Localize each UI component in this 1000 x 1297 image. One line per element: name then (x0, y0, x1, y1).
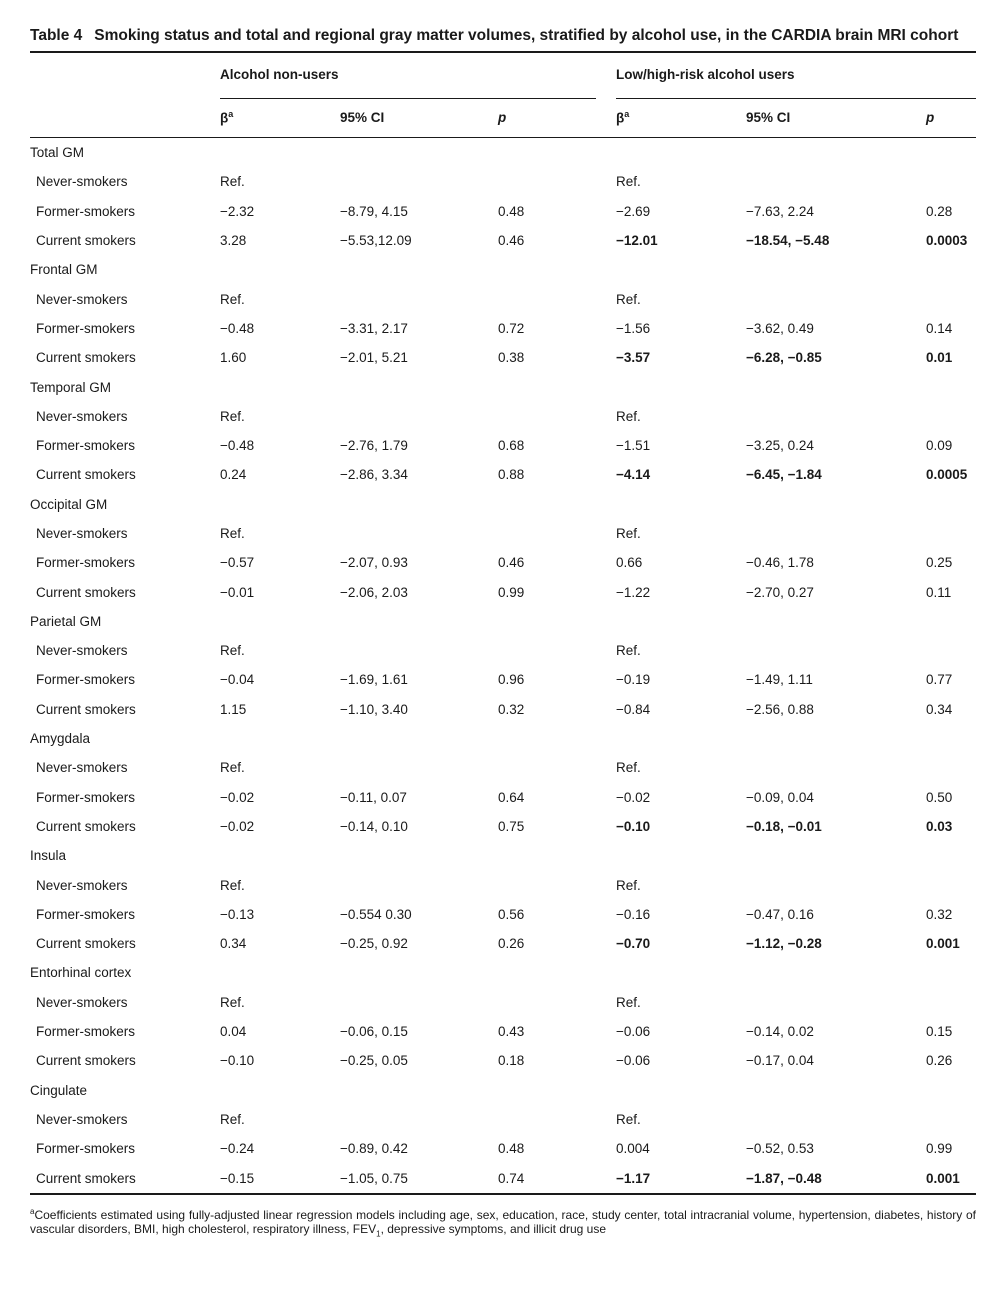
cell-beta-nonusers: Ref. (220, 760, 245, 776)
cell-beta-users: 0.004 (616, 1141, 650, 1157)
cell-ci-users (746, 1105, 926, 1134)
column-header-row (30, 97, 976, 138)
cell-beta-nonusers: Ref. (220, 1111, 245, 1127)
cell-ci-nonusers: −0.06, 0.15 (340, 1024, 408, 1040)
table-row (30, 460, 976, 489)
cell-p-nonusers: 0.46 (498, 233, 525, 249)
cell-ci-users: −1.49, 1.11 (746, 672, 813, 688)
cell-beta-users: Ref. (616, 1111, 641, 1127)
cell-p-nonusers: 0.75 (498, 818, 525, 834)
row-label: Current smokers (30, 1163, 220, 1193)
cell-ci-nonusers: −2.06, 2.03 (340, 584, 408, 600)
table-title (30, 26, 976, 51)
cell-ci-nonusers (340, 284, 498, 313)
cell-beta-users: −0.19 (616, 672, 651, 688)
cell-p-nonusers: 0.18 (498, 1053, 525, 1069)
row-label: Current smokers (36, 584, 136, 600)
cell-ci-nonusers (340, 870, 498, 899)
row-label: Current smokers (36, 1053, 136, 1069)
table-row (30, 1163, 976, 1193)
row-label: Never-smokers (36, 291, 128, 307)
cell-p-users: 0.26 (926, 1053, 953, 1069)
cell-p-nonusers: 0.72 (498, 320, 525, 336)
cell-ci-nonusers: −2.07, 0.93 (340, 555, 408, 571)
section-name: Occipital GM (30, 496, 108, 512)
cell-p-nonusers: 0.64 (498, 789, 525, 805)
cell-beta-users: Ref. (616, 643, 641, 659)
cell-beta-users: −1.51 (616, 438, 651, 454)
section-row (30, 490, 976, 519)
cell-p-nonusers: 0.74 (498, 1163, 616, 1193)
cell-beta-nonusers: −0.04 (220, 672, 255, 688)
cell-ci-users: −0.47, 0.16 (746, 906, 814, 922)
table-row (30, 577, 976, 606)
cell-ci-users: −1.12, −0.28 (746, 936, 822, 952)
cell-ci-nonusers: −5.53,12.09 (340, 233, 412, 249)
cell-p-nonusers (498, 870, 616, 899)
cell-p-users (926, 284, 976, 313)
cell-beta-nonusers: −2.32 (220, 203, 255, 219)
cell-beta-users: Ref. (616, 526, 641, 541)
cell-ci-users: −2.70, 0.27 (746, 584, 814, 600)
cell-beta-nonusers: Ref. (220, 408, 245, 424)
cell-p-users: 0.03 (926, 818, 953, 834)
cell-beta-nonusers: 0.24 (220, 467, 247, 483)
cell-ci-users (746, 284, 926, 313)
row-label: Never-smokers (36, 643, 128, 659)
row-label: Never-smokers (36, 408, 128, 424)
cell-beta-nonusers: −0.02 (220, 789, 255, 805)
cell-ci-nonusers: −8.79, 4.15 (340, 203, 408, 219)
section-row (30, 607, 976, 636)
table-row (30, 431, 976, 460)
table-footnote: $^a$Coefficients estimated using fully-adjusted linear regression models including age, sex, education, race, study center, total intracranial volume, hypertension, diabetes, history of vascular disorders, BMI, high cholesterol, respiratory illness, $FEV_1$, depressive symptoms, and illicit drug use (30, 1206, 976, 1239)
col-beta-users: $\beta^a$ (616, 97, 746, 138)
group-header-nonusers: Alcohol non-users (220, 52, 616, 97)
cell-beta-users: Ref. (616, 174, 641, 190)
section-row (30, 958, 976, 987)
cell-ci-nonusers (340, 519, 498, 548)
section-row (30, 724, 976, 753)
row-label: Current smokers (36, 350, 136, 366)
cell-p-users: 0.01 (926, 350, 953, 366)
cell-ci-users: −3.62, 0.49 (746, 320, 814, 336)
cell-p-nonusers: 0.26 (498, 936, 525, 952)
cell-ci-users: −0.14, 0.02 (746, 1024, 814, 1040)
cell-p-users (926, 988, 976, 1017)
row-label: Current smokers (36, 467, 136, 483)
cell-p-nonusers: 0.43 (498, 1024, 525, 1040)
cell-beta-nonusers: −0.13 (220, 906, 255, 922)
cell-ci-users (746, 636, 926, 665)
cell-p-nonusers (498, 636, 616, 665)
cell-ci-users: −7.63, 2.24 (746, 203, 814, 219)
cell-beta-users: −12.01 (616, 233, 658, 249)
section-row (30, 841, 976, 870)
cell-p-nonusers: 0.56 (498, 906, 525, 922)
results-table (30, 51, 976, 1195)
cell-ci-users: −6.45, −1.84 (746, 467, 822, 483)
cell-beta-users: −0.06 (616, 1053, 651, 1069)
cell-p-users: 0.28 (926, 203, 953, 219)
table-row (30, 1046, 976, 1075)
cell-p-nonusers (498, 753, 616, 782)
cell-ci-nonusers: −3.31, 2.17 (340, 320, 408, 336)
cell-beta-nonusers: Ref. (220, 526, 245, 541)
cell-ci-users (746, 870, 926, 899)
cell-ci-nonusers: −0.25, 0.92 (340, 936, 408, 952)
cell-ci-users (746, 167, 926, 196)
cell-p-users: 0.001 (926, 1163, 976, 1193)
cell-p-users (926, 753, 976, 782)
table-row (30, 314, 976, 343)
cell-beta-users: −0.06 (616, 1024, 651, 1040)
group-header-row (30, 52, 976, 97)
cell-ci-users (746, 988, 926, 1017)
cell-beta-users: −4.14 (616, 467, 651, 483)
cell-ci-nonusers: −0.89, 0.42 (340, 1141, 408, 1157)
cell-p-nonusers (498, 167, 616, 196)
row-label: Former-smokers (36, 320, 136, 336)
section-name: Parietal GM (30, 613, 102, 629)
cell-ci-users: −0.09, 0.04 (746, 789, 814, 805)
table-row (30, 519, 976, 548)
cell-beta-users: −0.10 (616, 818, 651, 834)
cell-beta-nonusers: Ref. (220, 174, 245, 190)
col-ci-nonusers: 95% CI (340, 97, 498, 138)
cell-ci-users: −3.25, 0.24 (746, 438, 814, 454)
table-row (30, 167, 976, 196)
cell-beta-nonusers: −0.15 (220, 1163, 340, 1193)
cell-ci-users (746, 753, 926, 782)
cell-beta-nonusers: 0.04 (220, 1024, 247, 1040)
row-label: Former-smokers (36, 1024, 136, 1040)
cell-ci-nonusers: −2.86, 3.34 (340, 467, 408, 483)
row-label: Never-smokers (36, 174, 128, 190)
cell-beta-nonusers: 1.15 (220, 701, 247, 717)
row-label: Current smokers (36, 233, 136, 249)
cell-beta-users: Ref. (616, 291, 641, 307)
table-row (30, 402, 976, 431)
cell-beta-users: −0.16 (616, 906, 651, 922)
row-label: Never-smokers (36, 760, 128, 776)
col-beta-nonusers: $\beta^a$ (220, 97, 340, 138)
cell-p-users (926, 870, 976, 899)
table-row (30, 870, 976, 899)
cell-beta-nonusers: −0.24 (220, 1141, 255, 1157)
cell-beta-nonusers: 1.60 (220, 350, 247, 366)
cell-ci-users (746, 402, 926, 431)
cell-p-users: 0.77 (926, 672, 953, 688)
cell-ci-users: −0.18, −0.01 (746, 818, 822, 834)
cell-ci-nonusers: −1.05, 0.75 (340, 1163, 498, 1193)
cell-p-nonusers: 0.48 (498, 1141, 525, 1157)
cell-beta-users: −2.69 (616, 203, 651, 219)
section-name: Entorhinal cortex (30, 965, 132, 981)
cell-beta-nonusers: −0.48 (220, 438, 255, 454)
table-row (30, 1017, 976, 1046)
table-row (30, 1134, 976, 1163)
cell-beta-nonusers: −0.57 (220, 555, 255, 571)
section-name: Frontal GM (30, 262, 98, 278)
table-row (30, 900, 976, 929)
cell-ci-nonusers (340, 753, 498, 782)
cell-p-users (926, 519, 976, 548)
cell-p-users: 0.09 (926, 438, 953, 454)
row-label: Former-smokers (36, 555, 136, 571)
table-row (30, 343, 976, 372)
cell-p-users: 0.0005 (926, 467, 968, 483)
cell-ci-users: −0.52, 0.53 (746, 1141, 814, 1157)
cell-ci-nonusers (340, 636, 498, 665)
table-page (30, 26, 976, 1241)
cell-p-users: 0.25 (926, 555, 953, 571)
cell-ci-nonusers: −0.11, 0.07 (340, 789, 407, 805)
cell-beta-users: −0.84 (616, 701, 651, 717)
cell-p-nonusers: 0.68 (498, 438, 525, 454)
section-name: Insula (30, 848, 67, 864)
cell-p-users: 0.14 (926, 320, 953, 336)
cell-p-users: 0.11 (926, 584, 952, 600)
cell-ci-nonusers (340, 167, 498, 196)
cell-ci-nonusers (340, 988, 498, 1017)
cell-ci-nonusers: −2.01, 5.21 (340, 350, 408, 366)
col-p-users: p (926, 97, 976, 138)
cell-p-users: 0.32 (926, 906, 953, 922)
cell-beta-nonusers: 3.28 (220, 233, 247, 249)
cell-beta-users: Ref. (616, 408, 641, 424)
table-row (30, 929, 976, 958)
table-row (30, 636, 976, 665)
cell-p-nonusers (498, 519, 616, 548)
table-row (30, 226, 976, 255)
section-name: Total GM (30, 145, 85, 161)
cell-beta-nonusers: −0.02 (220, 818, 255, 834)
cell-p-nonusers: 0.48 (498, 203, 525, 219)
cell-beta-nonusers: Ref. (220, 643, 245, 659)
cell-ci-users (746, 519, 926, 548)
col-ci-users: 95% CI (746, 97, 926, 138)
section-row (30, 372, 976, 401)
row-label: Current smokers (36, 936, 136, 952)
section-name: Temporal GM (30, 379, 112, 395)
cell-beta-nonusers: Ref. (220, 994, 245, 1010)
cell-beta-nonusers: −0.01 (220, 584, 255, 600)
cell-p-users: 0.34 (926, 701, 953, 717)
cell-beta-nonusers: Ref. (220, 291, 245, 307)
cell-beta-users: −1.22 (616, 584, 651, 600)
cell-p-nonusers (498, 402, 616, 431)
cell-beta-users: −1.56 (616, 320, 651, 336)
row-label: Current smokers (36, 701, 136, 717)
row-label: Former-smokers (36, 1141, 136, 1157)
table-row (30, 197, 976, 226)
cell-p-nonusers: 0.38 (498, 350, 525, 366)
table-row (30, 988, 976, 1017)
row-label: Current smokers (36, 818, 136, 834)
section-row (30, 255, 976, 284)
cell-ci-nonusers: −0.554 0.30 (340, 906, 412, 922)
cell-p-nonusers (498, 988, 616, 1017)
header-blank (30, 97, 220, 138)
cell-p-nonusers: 0.46 (498, 555, 525, 571)
table-caption: Smoking status and total and regional gray matter volumes, stratified by alcohol use, in the CARDIA brain MRI cohort (94, 27, 959, 44)
row-label: Former-smokers (36, 438, 136, 454)
row-label: Never-smokers (36, 526, 128, 541)
table-number: Table 4 (30, 27, 83, 44)
cell-p-users: 0.15 (926, 1024, 953, 1040)
cell-beta-users: 0.66 (616, 555, 643, 571)
cell-beta-users: −0.70 (616, 936, 651, 952)
cell-beta-nonusers: 0.34 (220, 936, 247, 952)
cell-ci-users: −2.56, 0.88 (746, 701, 814, 717)
cell-p-users: 0.99 (926, 1141, 953, 1157)
cell-beta-nonusers: Ref. (220, 877, 245, 893)
cell-p-users (926, 636, 976, 665)
cell-ci-nonusers: −0.25, 0.05 (340, 1053, 408, 1069)
table-header (30, 52, 976, 138)
cell-p-users: 0.0003 (926, 233, 968, 249)
row-label: Former-smokers (36, 789, 136, 805)
cell-ci-users: −0.17, 0.04 (746, 1053, 814, 1069)
table-row (30, 284, 976, 313)
cell-ci-users: −0.46, 1.78 (746, 555, 814, 571)
table-row (30, 665, 976, 694)
row-label: Former-smokers (36, 906, 136, 922)
cell-p-users: 0.001 (926, 936, 960, 952)
cell-beta-nonusers: −0.10 (220, 1053, 255, 1069)
cell-p-users: 0.50 (926, 789, 953, 805)
row-label: Former-smokers (36, 672, 136, 688)
section-row (30, 138, 976, 168)
cell-ci-users: −18.54, −5.48 (746, 233, 830, 249)
cell-p-nonusers: 0.99 (498, 584, 525, 600)
cell-p-nonusers (498, 284, 616, 313)
table-row (30, 783, 976, 812)
cell-p-nonusers (498, 1105, 616, 1134)
table-row (30, 548, 976, 577)
table-row (30, 1105, 976, 1134)
cell-ci-nonusers: −0.14, 0.10 (340, 818, 408, 834)
cell-p-nonusers: 0.32 (498, 701, 525, 717)
cell-p-users (926, 402, 976, 431)
cell-ci-nonusers (340, 402, 498, 431)
cell-beta-users: Ref. (616, 877, 641, 893)
cell-p-nonusers: 0.96 (498, 672, 525, 688)
table-body (30, 138, 976, 1194)
cell-beta-users: −0.02 (616, 789, 651, 805)
cell-ci-users: −6.28, −0.85 (746, 350, 822, 366)
cell-beta-users: −3.57 (616, 350, 651, 366)
table-row (30, 695, 976, 724)
cell-p-users (926, 167, 976, 196)
cell-ci-nonusers (340, 1105, 498, 1134)
cell-beta-users: −1.17 (616, 1163, 746, 1193)
cell-ci-users: −1.87, −0.48 (746, 1163, 926, 1193)
row-label: Never-smokers (36, 994, 128, 1010)
section-name: Amygdala (30, 731, 91, 747)
cell-ci-nonusers: −1.69, 1.61 (340, 672, 408, 688)
row-label: Former-smokers (36, 203, 136, 219)
header-blank (30, 52, 220, 97)
row-label: Never-smokers (36, 877, 128, 893)
cell-beta-users: Ref. (616, 994, 641, 1010)
table-row (30, 753, 976, 782)
cell-ci-nonusers: −2.76, 1.79 (340, 438, 408, 454)
cell-beta-nonusers: −0.48 (220, 320, 255, 336)
group-header-users: Low/high-risk alcohol users (616, 52, 976, 97)
cell-p-nonusers: 0.88 (498, 467, 525, 483)
cell-ci-nonusers: −1.10, 3.40 (340, 701, 408, 717)
cell-p-users (926, 1105, 976, 1134)
table-row (30, 812, 976, 841)
section-row (30, 1076, 976, 1105)
row-label: Never-smokers (36, 1111, 128, 1127)
col-p-nonusers: p (498, 97, 616, 138)
section-name: Cingulate (30, 1082, 88, 1098)
cell-beta-users: Ref. (616, 760, 641, 776)
